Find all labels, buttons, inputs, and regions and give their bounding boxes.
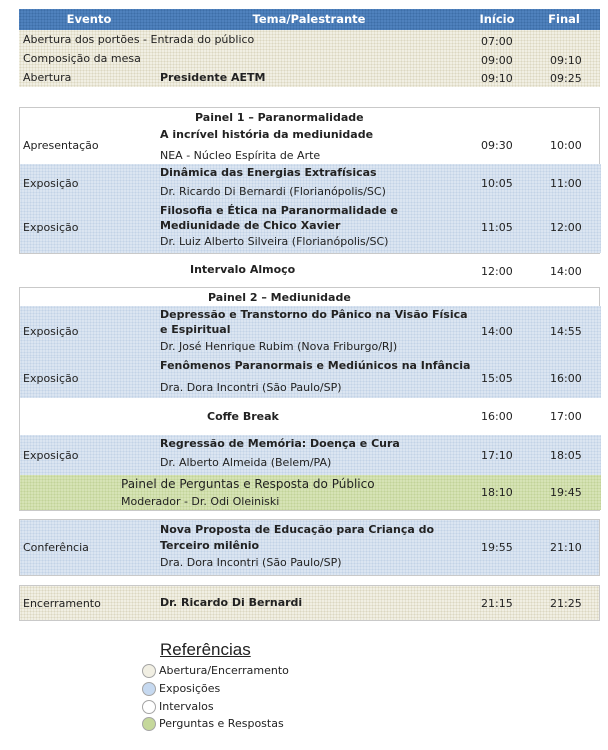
encerramento-block [19, 585, 600, 621]
evento-cell: Apresentação [23, 139, 99, 152]
painel1-title: Painel 1 – Paranormalidade [195, 111, 364, 124]
perguntas-row [20, 475, 601, 510]
session-title-line1: Depressão e Transtorno do Pânico na Visão Física [160, 308, 468, 321]
moderator-cell: Moderador - Dr. Odi Oleiniski [121, 495, 280, 508]
perguntas-title: Painel de Perguntas e Resposta do Público [121, 477, 375, 491]
speaker-cell: Dr. José Henrique Rubim (Nova Friburgo/RJ) [160, 340, 398, 353]
legend-swatch [142, 717, 156, 731]
session-title-line2: Terceiro milênio [160, 539, 260, 552]
final-cell: 16:00 [550, 372, 582, 385]
session-title-line2: e Espiritual [160, 323, 231, 336]
inicio-cell: 14:00 [481, 325, 513, 338]
header-inicio: Início [479, 12, 515, 26]
painel1-block [19, 107, 600, 254]
painel1-title-row [20, 108, 601, 126]
inicio-cell: 17:10 [481, 449, 513, 462]
painel2-block [19, 287, 600, 511]
inicio-cell: 21:15 [481, 597, 513, 610]
painel2-title-row [20, 288, 601, 306]
table-row [19, 68, 600, 87]
inicio-cell: 11:05 [481, 221, 513, 234]
final-cell: 21:25 [550, 597, 582, 610]
speaker-cell: Dra. Dora Incontri (São Paulo/SP) [160, 381, 342, 394]
tema-cell: Presidente AETM [160, 71, 266, 84]
table-row [20, 126, 601, 164]
speaker-cell: Dra. Dora Incontri (São Paulo/SP) [160, 556, 342, 569]
header-final: Final [548, 12, 580, 26]
conferencia-block [19, 519, 600, 576]
table-row [19, 30, 600, 49]
legend-swatch [142, 700, 156, 714]
table-row [20, 356, 601, 398]
table-row [19, 49, 600, 68]
session-title-line2: Mediunidade de Chico Xavier [160, 219, 341, 232]
legend-swatch [142, 664, 156, 678]
session-title: A incrível história da mediunidade [160, 128, 374, 141]
session-title: Regressão de Memória: Doença e Cura [160, 437, 400, 450]
session-title: Dinâmica das Energias Extrafísicas [160, 166, 377, 179]
legend-title: Referências [160, 640, 251, 659]
legend-label: Perguntas e Respostas [159, 717, 284, 730]
evento-cell: Encerramento [23, 597, 101, 610]
table-row [20, 306, 601, 356]
legend-label: Intervalos [159, 700, 214, 713]
final-cell: 14:00 [550, 265, 582, 278]
tema-cell: Dr. Ricardo Di Bernardi [160, 596, 303, 609]
inicio-cell: 16:00 [481, 410, 513, 423]
final-cell: 17:00 [550, 410, 582, 423]
session-title: Fenômenos Paranormais e Mediúnicos na Infância [160, 359, 471, 372]
evento-cell: Exposição [23, 221, 79, 234]
inicio-cell: 12:00 [481, 265, 513, 278]
final-cell: 09:10 [550, 54, 582, 67]
evento-cell: Conferência [23, 541, 89, 554]
legend-swatch [142, 682, 156, 696]
evento-cell: Composição da mesa [23, 52, 141, 65]
final-cell: 11:00 [550, 177, 582, 190]
speaker-cell: Dr. Alberto Almeida (Belem/PA) [160, 456, 332, 469]
final-cell: 21:10 [550, 541, 582, 554]
evento-cell: Exposição [23, 325, 79, 338]
inicio-cell: 09:00 [481, 54, 513, 67]
speaker-cell: Dr. Luiz Alberto Silveira (Florianópolis/SC) [160, 235, 389, 248]
evento-cell: Abertura [23, 71, 72, 84]
inicio-cell: 10:05 [481, 177, 513, 190]
final-cell: 09:25 [550, 72, 582, 85]
intervalo-row [19, 258, 600, 282]
table-row [20, 201, 601, 253]
opening-block [19, 30, 600, 87]
session-title-line1: Nova Proposta de Educação para Criança do [160, 523, 435, 536]
speaker-cell: Dr. Ricardo Di Bernardi (Florianópolis/SC) [160, 185, 386, 198]
inicio-cell: 18:10 [481, 486, 513, 499]
inicio-cell: 07:00 [481, 35, 513, 48]
final-cell: 10:00 [550, 139, 582, 152]
schedule-header [19, 9, 600, 30]
legend-label: Abertura/Encerramento [159, 664, 289, 677]
intervalo-label: Intervalo Almoço [190, 263, 296, 276]
final-cell: 18:05 [550, 449, 582, 462]
coffee-label: Coffe Break [207, 410, 279, 423]
final-cell: 12:00 [550, 221, 582, 234]
final-cell: 19:45 [550, 486, 582, 499]
table-row [20, 435, 601, 475]
evento-cell: Abertura dos portões - Entrada do público [23, 33, 255, 46]
inicio-cell: 09:30 [481, 139, 513, 152]
evento-cell: Exposição [23, 177, 79, 190]
inicio-cell: 19:55 [481, 541, 513, 554]
table-row [20, 164, 601, 201]
header-tema: Tema/Palestrante [252, 12, 366, 26]
final-cell: 14:55 [550, 325, 582, 338]
inicio-cell: 09:10 [481, 72, 513, 85]
legend-label: Exposições [159, 682, 221, 695]
speaker-cell: NEA - Núcleo Espírita de Arte [160, 149, 321, 162]
evento-cell: Exposição [23, 372, 79, 385]
inicio-cell: 15:05 [481, 372, 513, 385]
evento-cell: Exposição [23, 449, 79, 462]
coffee-row [20, 398, 601, 435]
header-evento: Evento [66, 12, 112, 26]
session-title-line1: Filosofia e Ética na Paranormalidade e [160, 204, 399, 217]
painel2-title: Painel 2 – Mediunidade [208, 291, 351, 304]
